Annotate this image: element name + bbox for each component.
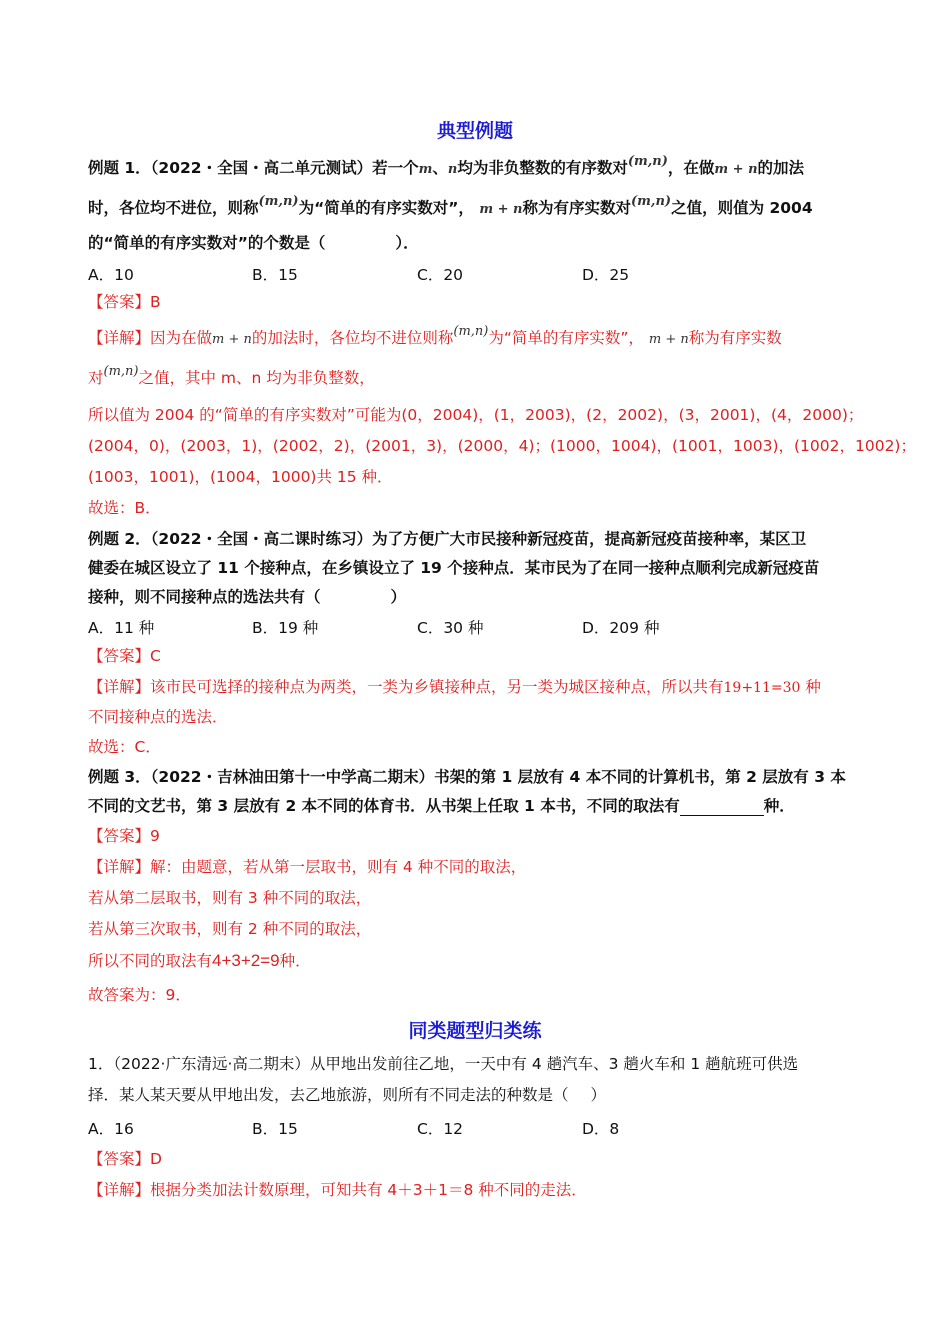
example3-detail-line2: 若从第二层取书，则有 3 种不同的取法，	[88, 889, 372, 907]
question1-line2: 择．某人某天要从甲地出发，去乙地旅游，则所有不同走法的种数是（ ）	[88, 1086, 607, 1104]
example2-option-c: C．30 种	[417, 619, 484, 637]
example1-detail-line3: 所以值为 2004 的“简单的有序实数对”可能为(0，2004)，(1，2003)，(2，2002)，(3，2001)，(4，2000)；	[88, 406, 864, 424]
example1-option-c: C．20	[417, 266, 464, 284]
example3-line1: 例题 3．（2022・吉林油田第十一中学高二期末）书架的第 1 层放有 4 本不同的计算机书，第 2 层放有 3 本	[88, 768, 846, 786]
question1-line1: 1．（2022·广东清远·高二期末）从甲地出发前往乙地，一天中有 4 趟汽车、3 趟火车和 1 趟航班可供选	[88, 1055, 799, 1073]
example2-conclusion: 故选：C．	[88, 738, 161, 756]
example2-line2: 健委在城区设立了 11 个接种点，在乡镇设立了 19 个接种点．某市民为了在同一接种点顺利完成新冠疫苗	[88, 559, 820, 577]
question1-answer: 【答案】D	[88, 1150, 162, 1168]
question1-option-a: A．16	[88, 1120, 134, 1138]
example1-detail-line1: 【详解】因为在做m + n的加法时，各位均不进位则称$^{(m,n)}$为“简单的有序实数”， m + n称为有序实数	[88, 324, 782, 347]
example1-conclusion: 故选：B．	[88, 499, 161, 517]
question1-option-c: C．12	[417, 1120, 464, 1138]
example2-detail-line2: 不同接种点的选法．	[88, 708, 228, 726]
example1-answer: 【答案】B	[88, 293, 161, 311]
example3-conclusion: 故答案为：9．	[88, 986, 191, 1004]
example2-option-d: D．209 种	[582, 619, 660, 637]
example3-line2: 不同的文艺书，第 3 层放有 2 本不同的体育书．从书架上任取 1 本书，不同的取法有 种．	[88, 797, 795, 815]
example2-option-a: A．11 种	[88, 619, 155, 637]
example1-option-b: B．15	[252, 266, 298, 284]
example1-option-a: A．10	[88, 266, 134, 284]
example3-detail-line4: 所以不同的取法有4+3+2=9种．	[88, 951, 311, 970]
example1-option-d: D．25	[582, 266, 630, 284]
section-title-practice: 同类题型归类练	[408, 1020, 542, 1042]
example3-detail-line3: 若从第三次取书，则有 2 种不同的取法，	[88, 920, 372, 938]
section-title-typical-examples: 典型例题	[436, 120, 513, 142]
example2-option-b: B．19 种	[252, 619, 319, 637]
example2-answer: 【答案】C	[88, 647, 161, 665]
example3-detail-line1: 【详解】解：由题意，若从第一层取书，则有 4 种不同的取法，	[88, 858, 527, 876]
example1-line3: 的“简单的有序实数对”的个数是（ ）．	[88, 234, 419, 252]
example2-detail-line1: 【详解】该市民可选择的接种点为两类，一类为乡镇接种点，另一类为城区接种点，所以共有19+11=30 种	[88, 678, 821, 696]
example1-line1: 例题 1．（2022・全国・高二单元测试）若一个m、n均为非负整数的有序数对$^{(m,n)}$，在做m + n的加法	[88, 154, 805, 177]
example2-line1: 例题 2．（2022・全国・高二课时练习）为了方便广大市民接种新冠疫苗，提高新冠疫苗接种率，某区卫	[88, 530, 807, 548]
question1-option-d: D．8	[582, 1120, 620, 1138]
example1-detail-line2: 对$^{(m,n)}$之值，其中 m、n 均为非负整数，	[88, 364, 375, 387]
example3-answer: 【答案】9	[88, 827, 160, 845]
example1-detail-line5: (1003，1001)，(1004，1000)共 15 种．	[88, 468, 393, 486]
example1-line2: 时，各位均不进位，则称$^{(m,n)}$为“简单的有序实数对”， m + n称为有序实数对$^{(m,n)}$之值，则值为 2004	[88, 194, 813, 217]
fill-blank	[680, 799, 764, 816]
example2-line3: 接种，则不同接种点的选法共有（ ）	[88, 588, 407, 606]
question1-detail: 【详解】根据分类加法计数原理，可知共有 4＋3＋1＝8 种不同的走法．	[88, 1181, 587, 1199]
example1-detail-line4: (2004，0)，(2003，1)，(2002，2)，(2001，3)，(2000，4)；(1000，1004)，(1001，1003)，(1002，1002)；	[88, 437, 916, 455]
question1-option-b: B．15	[252, 1120, 298, 1138]
